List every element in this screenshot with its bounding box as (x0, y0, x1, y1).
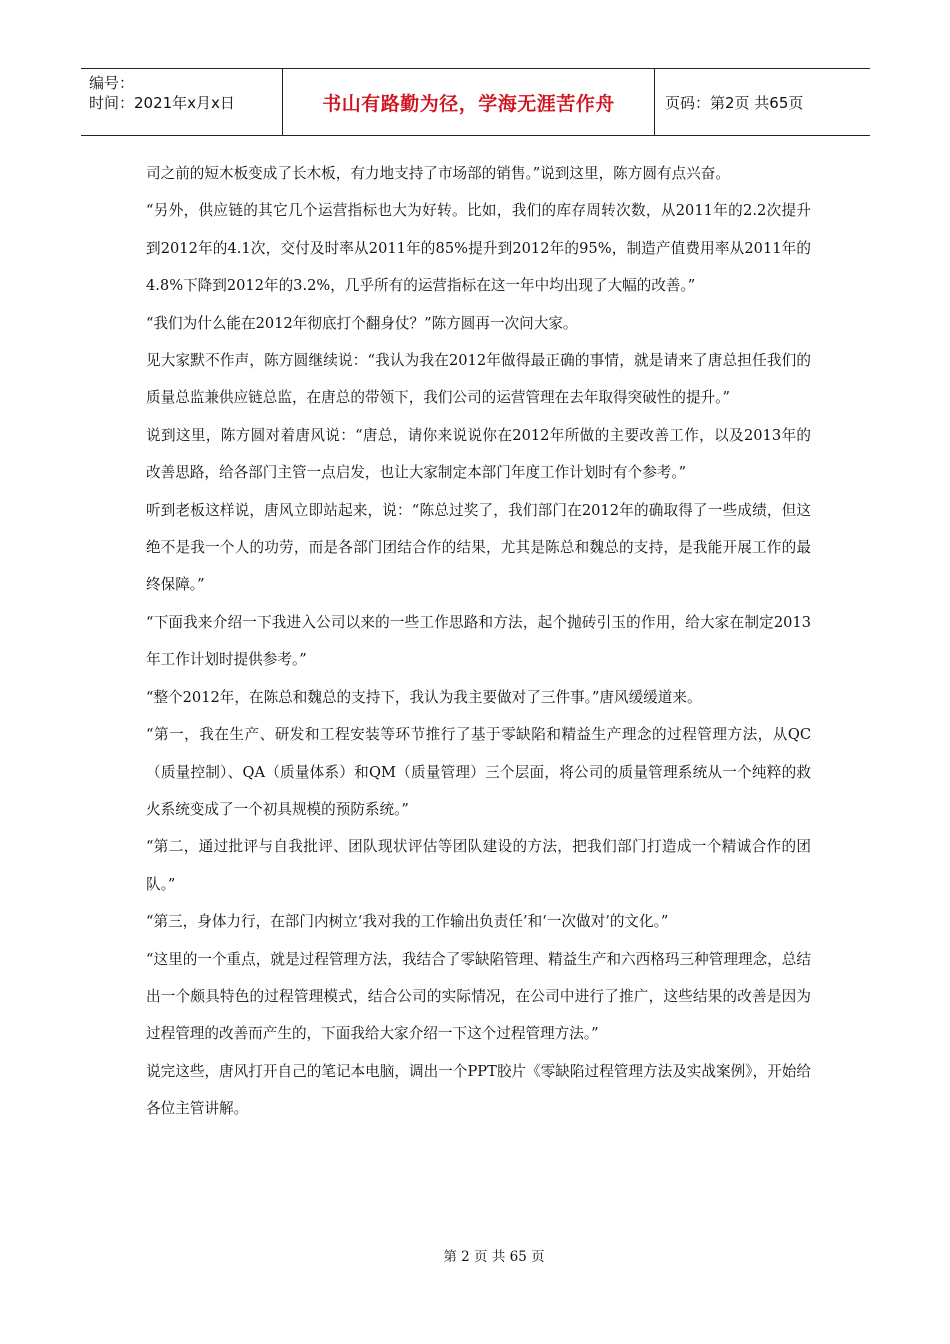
paragraph: “这里的一个重点，就是过程管理方法，我结合了零缺陷管理、精益生产和六西格玛三种管理理念，总结出一个颇具特色的过程管理模式，结合公司的实际情况，在公司中进行了推广，这些结果的改善是因为过程管理的改善而产生的，下面我给大家介绍一下这个过程管理方法。” (146, 950, 811, 1043)
paragraph: 说完这些，唐风打开自己的笔记本电脑，调出一个PPT胶片《零缺陷过程管理方法及实战案例》，开始给各位主管讲解。 (146, 1062, 811, 1118)
page-footer: 第 2 页 共 65 页 (443, 1249, 545, 1265)
paragraph: 见大家默不作声，陈方圆继续说：“我认为我在2012年做得最正确的事情，就是请来了唐总担任我们的质量总监兼供应链总监，在唐总的带领下，我们公司的运营管理在去年取得突破性的提升。” (146, 352, 811, 407)
paragraph: 说到这里，陈方圆对着唐风说：“唐总，请你来说说你在2012年所做的主要改善工作，以及2013年的改善思路，给各部门主管一点启发，也让大家制定本部门年度工作计划时有个参考。” (146, 426, 811, 482)
document-date: 时间：2021年x月x日 (89, 94, 235, 112)
paragraph: “第二，通过批评与自我批评、团队现状评估等团队建设的方法，把我们部门打造成一个精诚合作的团队。” (146, 838, 811, 893)
paragraph: 司之前的短木板变成了长木板，有力地支持了市场部的销售。”说到这里，陈方圆有点兴奋。 (146, 165, 730, 182)
paragraph: 听到老板这样说，唐风立即站起来，说：“陈总过奖了，我们部门在2012年的确取得了一些成绩，但这绝不是我一个人的功劳，而是各部门团结合作的结果，尤其是陈总和魏总的支持，是我能开展工作的最终保障。” (146, 501, 811, 594)
paragraph: “另外，供应链的其它几个运营指标也大为好转。比如，我们的库存周转次数，从2011年的2.2次提升到2012年的4.1次，交付及时率从2011年的85%提升到2012年的95%，制造产值费用率从2011年的4.8%下降到2012年的3.2%，几乎所有的运营指标在这一年中均出现了大幅的改善。” (146, 202, 811, 295)
paragraph: “第一，我在生产、研发和工程安装等环节推行了基于零缺陷和精益生产理念的过程管理方法，从QC（质量控制）、QA（质量体系）和QM（质量管理）三个层面，将公司的质量管理系统从一个纯粹的救火系统变成了一个初具规模的预防系统。” (146, 726, 811, 818)
header-page-number: 页码：第2页 共65页 (665, 93, 804, 112)
paragraph: “我们为什么能在2012年彻底打个翻身仗？”陈方圆再一次问大家。 (146, 314, 578, 332)
page-header (81, 68, 870, 136)
paragraph: “第三，身体力行，在部门内树立‘我对我的工作输出负责任’和‘一次做对’的文化。” (146, 913, 669, 931)
document-number-label: 编号： (89, 74, 135, 92)
header-meta (81, 69, 283, 135)
header-motto: 书山有路勤为径，学海无涯苦作舟 (283, 69, 655, 135)
document-body (146, 155, 811, 1128)
paragraph: “下面我来介绍一下我进入公司以来的一些工作思路和方法，起个抛砖引玉的作用，给大家在制定2013年工作计划时提供参考。” (146, 613, 811, 669)
paragraph: “整个2012年，在陈总和魏总的支持下，我认为我主要做对了三件事。”唐风缓缓道来。 (146, 688, 702, 706)
